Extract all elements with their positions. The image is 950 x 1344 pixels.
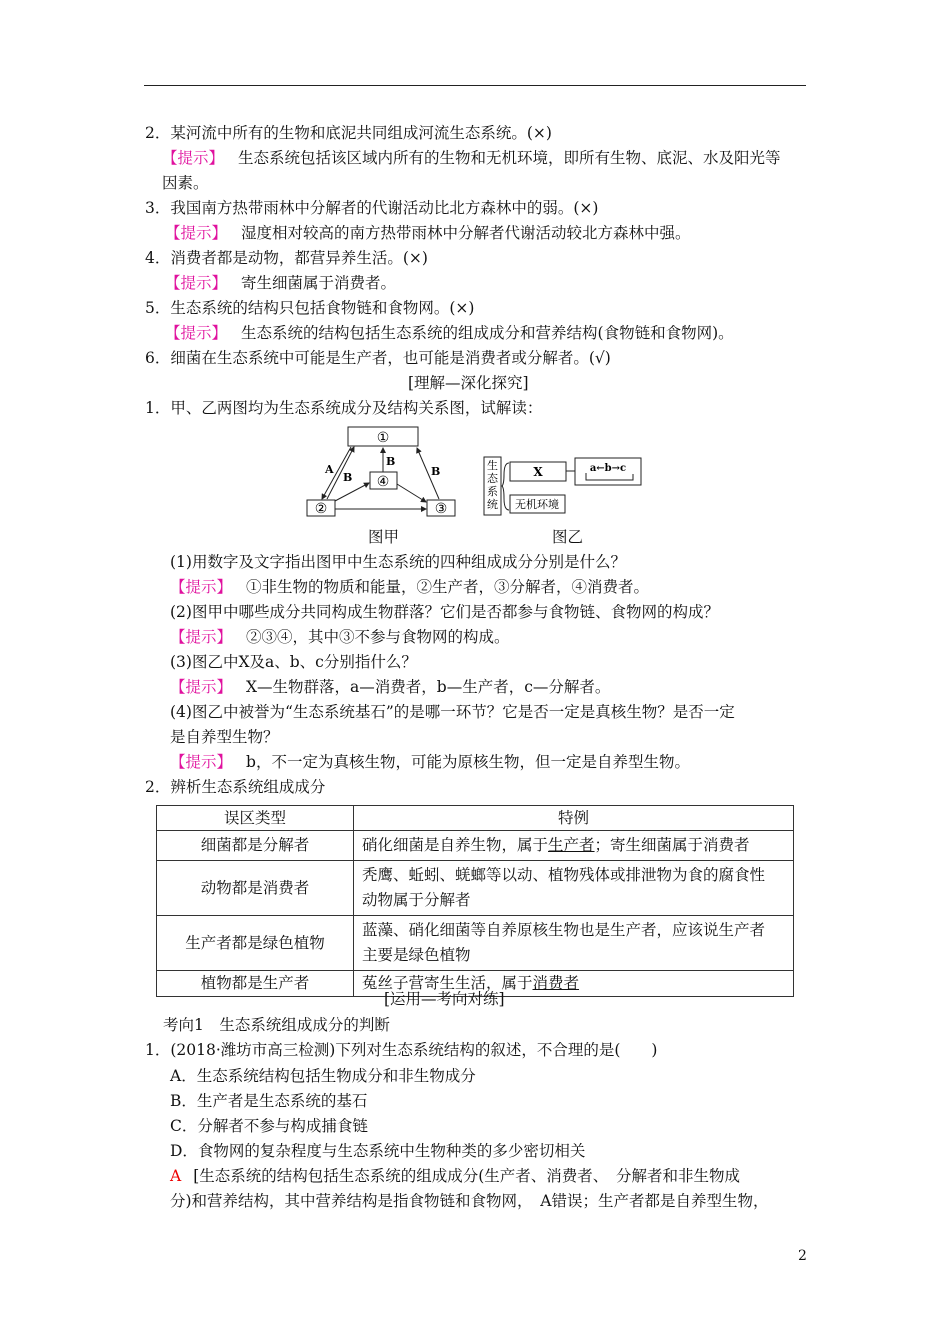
hint-2-cont: 因素。	[162, 174, 209, 192]
judgement-4: 4．消费者都是动物，都营异养生活。(×)	[145, 249, 428, 267]
hint-text: ①非生物的物质和能量，②生产者，③分解者，④消费者。	[246, 578, 650, 596]
explanation-text: [生态系统的结构包括生态系统的组成成分(生产者、消费者、 分解者和非生物成	[193, 1167, 741, 1185]
hint-3	[165, 223, 691, 243]
answer-letter: A	[170, 1167, 182, 1185]
node-X: X	[533, 465, 543, 479]
hint-text: 湿度相对较高的南方热带雨林中分解者代谢活动较北方森林中强。	[241, 224, 691, 242]
judgement-6: 6．细菌在生态系统中可能是生产者，也可能是消费者或分解者。(√)	[145, 349, 611, 367]
node-2: ②	[314, 501, 328, 517]
figure-jia	[300, 420, 470, 520]
sub-question-2: (2)图甲中哪些成分共同构成生物群落？它们是否都参与食物链、食物网的构成？	[170, 603, 719, 621]
section-heading-apply: [运用—考向对练]	[384, 990, 505, 1008]
hint-label: 【提示】	[170, 678, 233, 696]
judgement-3: 3．我国南方热带雨林中分解者的代谢活动比北方森林中的弱。(×)	[145, 199, 599, 217]
side-char: 生	[487, 459, 498, 472]
node-1: ①	[376, 430, 390, 446]
question-2: 2．辨析生态系统组成成分	[145, 778, 326, 796]
judgement-5: 5．生态系统的结构只包括食物链和食物网。(×)	[145, 299, 475, 317]
sub-question-3: (3)图乙中X及a、b、c分别指什么？	[170, 653, 417, 671]
side-char: 系	[487, 485, 498, 498]
underlined-text: 消费者	[532, 974, 580, 992]
hint-label: 【提示】	[170, 753, 233, 771]
hint-label: 【提示】	[162, 149, 225, 167]
option-d: D．食物网的复杂程度与生态系统中生物种类的多少密切相关	[170, 1142, 586, 1160]
header-type: 误区类型	[157, 806, 354, 831]
sub-hint-1	[170, 577, 649, 597]
hint-text: 生态系统的结构包括生态系统的组成成分和营养结构(食物链和食物网)。	[241, 324, 734, 342]
chain-abc: a←b→c	[589, 463, 627, 474]
hint-label: 【提示】	[165, 324, 228, 342]
side-char: 态	[487, 472, 498, 485]
figure-jia-caption: 图甲	[368, 528, 400, 546]
sub-question-4: (4)图乙中被誉为“生态系统基石”的是哪一环节？它是否一定是真核生物？是否一定	[170, 703, 735, 721]
option-b: B．生产者是生态系统的基石	[170, 1092, 368, 1110]
text: ；寄生细菌属于消费者	[594, 836, 750, 854]
cell-type: 细菌都是分解者	[157, 831, 354, 861]
cell-example	[354, 916, 794, 971]
header-example: 特例	[354, 806, 794, 831]
table-header-row	[157, 806, 794, 831]
label-A: A	[325, 463, 334, 476]
node-3: ③	[434, 501, 448, 517]
side-char: 统	[487, 498, 498, 511]
answer-explanation	[170, 1166, 740, 1186]
label-B: B	[431, 465, 441, 478]
text: 主要是绿色植物	[362, 946, 471, 964]
question-1: 1．甲、乙两图均为生态系统成分及结构关系图，试解读：	[145, 399, 543, 417]
label-B: B	[343, 471, 353, 484]
judgement-2: 2．某河流中所有的生物和底泥共同组成河流生态系统。(×)	[145, 124, 552, 142]
cell-type: 植物都是生产者	[157, 971, 354, 997]
text: 硝化细菌是自养生物，属于	[362, 836, 549, 854]
node-4: ④	[376, 474, 390, 490]
hint-label: 【提示】	[165, 274, 228, 292]
misconception-table	[156, 805, 794, 997]
cell-example	[354, 861, 794, 916]
cell-example	[354, 831, 794, 861]
cell-type: 动物都是消费者	[157, 861, 354, 916]
option-c: C．分解者不参与构成捕食链	[170, 1117, 368, 1135]
hint-2	[162, 148, 781, 168]
section-heading-understand: [理解—深化探究]	[408, 374, 529, 392]
hint-label: 【提示】	[170, 578, 233, 596]
hint-5	[165, 323, 734, 343]
label-B: B	[386, 455, 396, 468]
sub-question-4-cont: 是自养型生物？	[170, 728, 279, 746]
hint-label: 【提示】	[165, 224, 228, 242]
table-row	[157, 831, 794, 861]
page-number: 2	[798, 1248, 807, 1264]
underlined-text: 生产者	[548, 836, 595, 854]
table-row	[157, 916, 794, 971]
kaoxiang-heading: 考向1 生态系统组成成分的判断	[163, 1016, 390, 1034]
table-row	[157, 861, 794, 916]
figure-yi	[480, 450, 650, 520]
text: 秃鹰、蚯蚓、蜣螂等以动、植物残体或排泄物为食的腐食性	[362, 866, 766, 884]
hint-label: 【提示】	[170, 628, 233, 646]
hint-text: ②③④，其中③不参与食物网的构成。	[246, 628, 510, 646]
header-rule	[144, 85, 806, 86]
node-environment: 无机环境	[515, 498, 559, 511]
answer-explanation-cont: 分)和营养结构，其中营养结构是指食物链和食物网， A错误；生产者都是自养型生物，	[170, 1192, 769, 1210]
hint-4	[165, 273, 396, 293]
sub-question-1: (1)用数字及文字指出图甲中生态系统的四种组成成分分别是什么？	[170, 553, 626, 571]
text: 蓝藻、硝化细菌等自养原核生物也是生产者，应该说生产者	[362, 921, 766, 939]
mcq-stem: 1．(2018·潍坊市高三检测)下列对生态系统结构的叙述，不合理的是( )	[145, 1041, 658, 1059]
option-a: A．生态系统结构包括生物成分和非生物成分	[170, 1067, 476, 1085]
figure-yi-caption: 图乙	[552, 528, 584, 546]
sub-hint-3	[170, 677, 610, 697]
hint-text: b，不一定为真核生物，可能为原核生物，但一定是自养型生物。	[246, 753, 690, 771]
sub-hint-2	[170, 627, 510, 647]
text: 菟丝子营寄生生活，属于	[362, 974, 533, 992]
hint-text: 生态系统包括该区域内所有的生物和无机环境，即所有生物、底泥、水及阳光等	[238, 149, 781, 167]
cell-type: 生产者都是绿色植物	[157, 916, 354, 971]
text: 动物属于分解者	[362, 891, 471, 909]
sub-hint-4	[170, 752, 690, 772]
hint-text: 寄生细菌属于消费者。	[241, 274, 397, 292]
hint-text: X—生物群落，a—消费者，b—生产者，c—分解者。	[246, 678, 611, 696]
